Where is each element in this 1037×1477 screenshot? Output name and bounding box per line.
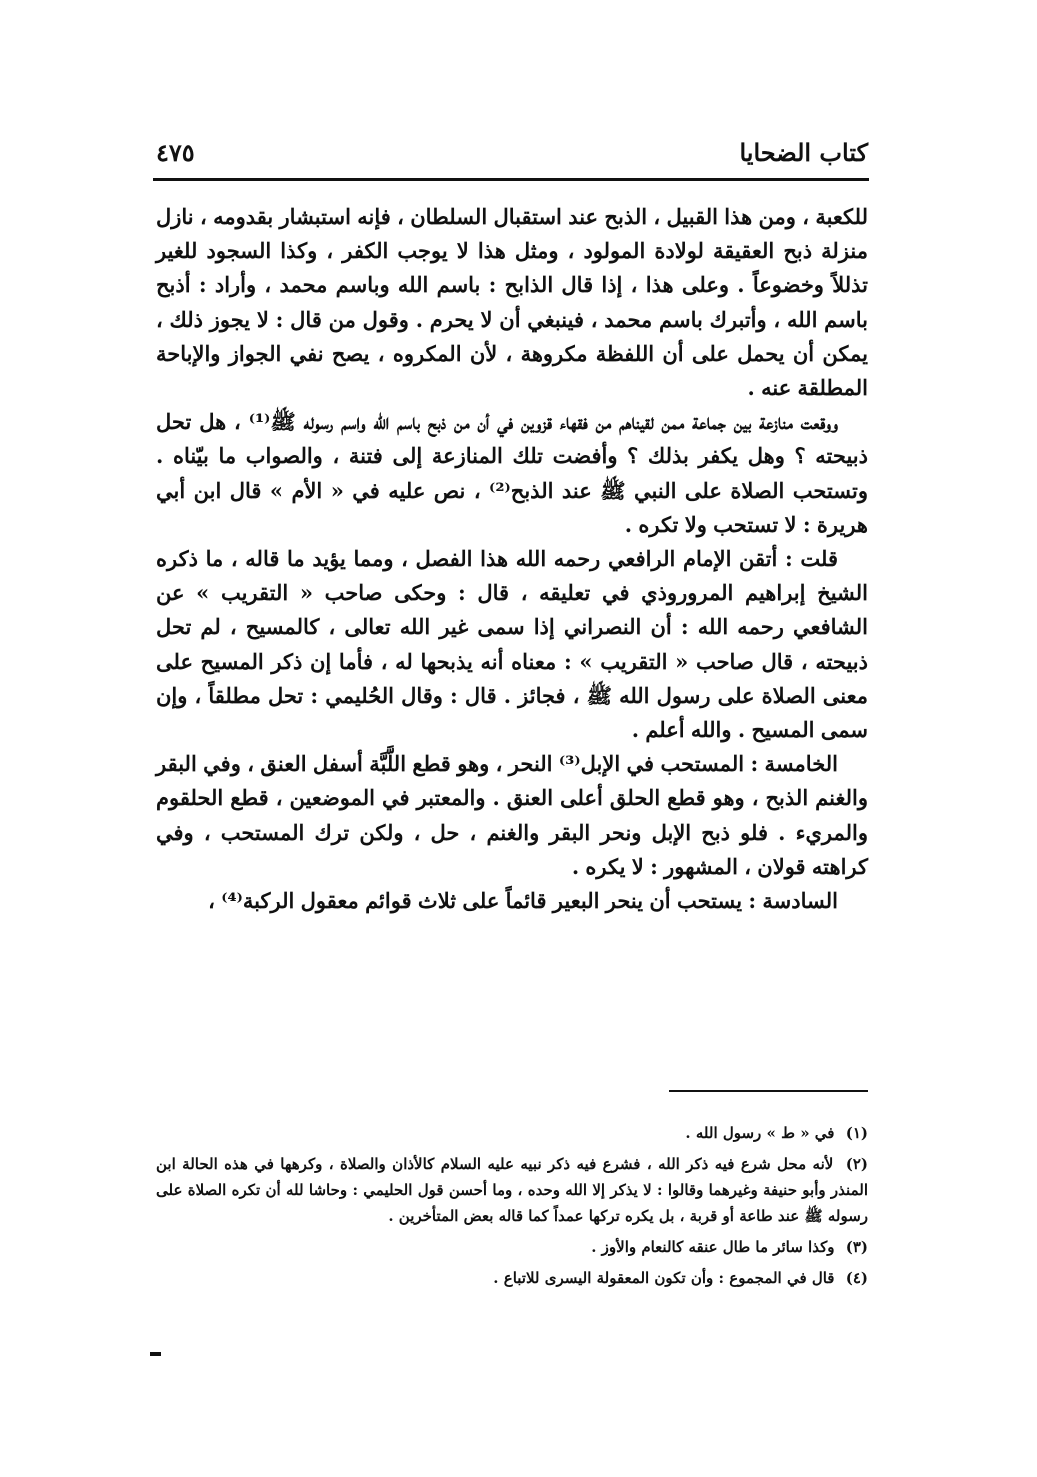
paragraph-5 bbox=[156, 884, 868, 918]
footnotes bbox=[156, 1120, 868, 1296]
footnote-3 bbox=[156, 1234, 868, 1260]
paragraph-text: ووقعت منازعة بين جماعة ممن لقيناهم من فقهاء قزوين في أن من ذبح باسم الله واسم رسوله ﷺ⁽¹⁾ ، هل تحل ذبيحته ؟ وهل يكفر بذلك ؟ وأفضت تلك المنازعة إلى فتنة ، والصواب ما بيّناه . وتستحب الصلاة على النبي ﷺ عند الذبح⁽²⁾ ، نص عليه في « الأم » قال ابن أبي هريرة : لا تستحب ولا تكره . bbox=[156, 409, 868, 537]
paragraph-lead: السادسة : bbox=[748, 888, 838, 914]
paragraph-text: للكعبة ، ومن هذا القبيل ، الذبح عند استقبال السلطان ، فإنه استبشار بقدومه ، نازل منزلة ذبح العقيقة لولادة المولود ، ومثل هذا لا يوجب الكفر ، وكذا السجود للغير تذللاً وخضوعاً . وعلى هذا ، إذا قال الذابح : باسم الله وباسم محمد ، وأراد : أذبح باسم الله ، وأتبرك باسم محمد ، فينبغي أن لا يحرم . وقول من قال : لا يجوز ذلك ، يمكن أن يحمل على أن اللفظة مكروهة ، لأن المكروه ، يصح نفي الجواز والإباحة المطلقة عنه . bbox=[156, 204, 868, 401]
running-header bbox=[156, 136, 868, 176]
footnote-text: وكذا سائر ما طال عنقه كالنعام والأوز . bbox=[591, 1238, 835, 1256]
paragraph-text: المستحب في الإبل⁽³⁾ النحر ، وهو قطع اللَّبَّة أسفل العنق ، وفي البقر والغنم الذبح ، وهو قطع الحلق أعلى العنق . والمعتبر في الموضعين ، قطع الحلقوم والمريء . فلو ذبح الإبل ونحر البقر والغنم ، حل ، ولكن ترك المستحب ، وفي كراهته قولان ، المشهور : لا يكره . bbox=[156, 751, 868, 879]
main-text bbox=[156, 200, 868, 918]
footnote-text: قال في المجموع : وأن تكون المعقولة اليسرى للاتباع . bbox=[493, 1269, 835, 1287]
footnote-separator bbox=[669, 1090, 868, 1092]
footnote-1 bbox=[156, 1120, 868, 1146]
paragraph-2 bbox=[156, 405, 868, 542]
paragraph-lead: قلت : bbox=[785, 546, 839, 572]
paragraph-text: أتقن الإمام الرافعي رحمه الله هذا الفصل ، ومما يؤيد ما قاله ، ما ذكره الشيخ إبراهيم المروروذي في تعليقه ، قال : وحكى صاحب « التقريب » عن الشافعي رحمه الله : أن النصراني إذا سمى غير الله تعالى ، كالمسيح ، لم تحل ذبيحته ، قال صاحب « التقريب » : معناه أنه يذبحها له ، فأما إن ذكر المسيح على معنى الصلاة على رسول الله ﷺ ، فجائز . قال : وقال الحُليمي : تحل مطلقاً ، وإن سمى المسيح . والله أعلم . bbox=[156, 546, 868, 743]
footnote-text: في « ط » رسول الله . bbox=[685, 1124, 835, 1142]
book-title: كتاب الضحايا bbox=[739, 138, 868, 167]
footnote-number: (٢) bbox=[845, 1155, 868, 1173]
header-rule bbox=[153, 178, 869, 181]
paragraph-1 bbox=[156, 200, 868, 405]
footnote-number: (٣) bbox=[845, 1238, 868, 1256]
footnote-text: لأنه محل شرع فيه ذكر الله ، فشرع فيه ذكر نبيه عليه السلام كالأذان والصلاة ، وكرهها في هذه الحالة ابن المنذر وأبو حنيفة وغيرهما وقالوا : لا يذكر إلا الله وحده ، وما أحسن قول الحليمي : وحاشا لله أن تكره الصلاة على رسوله ﷺ عند طاعة أو قربة ، بل يكره تركها عمداً كما قاله بعض المتأخرين . bbox=[156, 1155, 868, 1225]
paragraph-3 bbox=[156, 542, 868, 747]
paragraph-4 bbox=[156, 747, 868, 884]
printer-mark bbox=[150, 1352, 161, 1356]
paragraph-text: يستحب أن ينحر البعير قائماً على ثلاث قوائم معقول الركبة⁽⁴⁾ ، bbox=[208, 888, 743, 914]
page-number: ٤٧٥ bbox=[156, 138, 195, 167]
footnote-2 bbox=[156, 1151, 868, 1229]
paragraph-lead: الخامسة : bbox=[750, 751, 838, 777]
footnote-number: (١) bbox=[845, 1124, 868, 1142]
footnote-number: (٤) bbox=[845, 1269, 868, 1287]
footnote-4 bbox=[156, 1265, 868, 1291]
